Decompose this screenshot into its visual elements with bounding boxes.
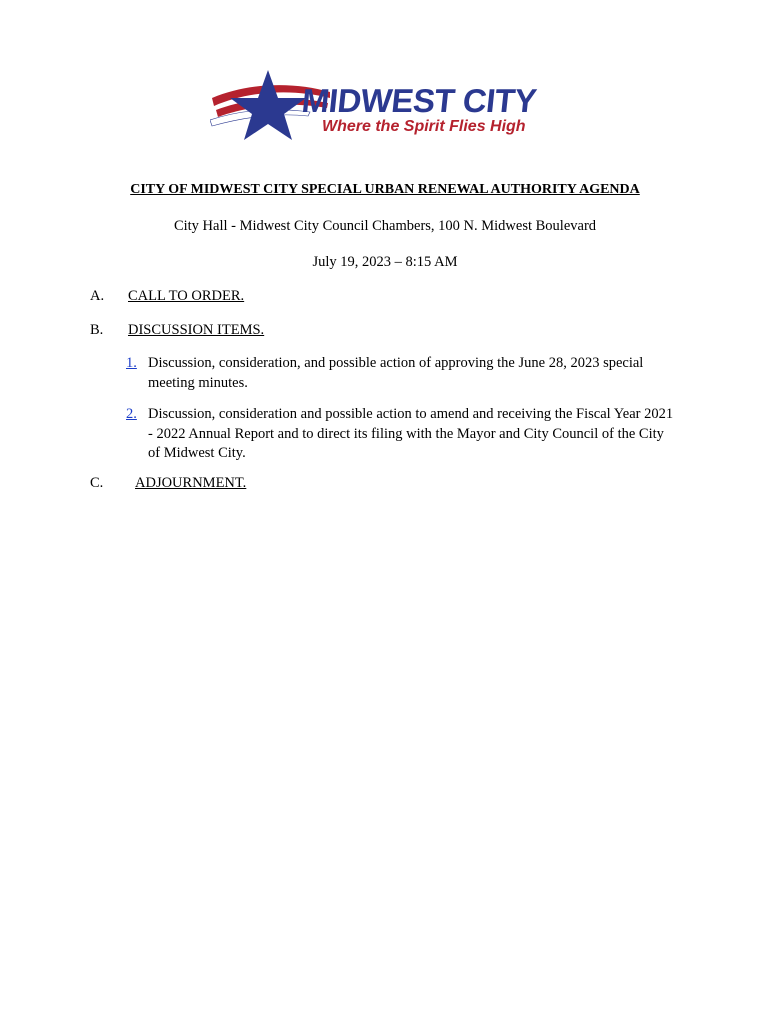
agenda-title: CITY OF MIDWEST CITY SPECIAL URBAN RENEWAL AUTHORITY AGENDA bbox=[130, 182, 640, 197]
section-heading-call-to-order: CALL TO ORDER. bbox=[128, 288, 245, 304]
logo-tagline: Where the Spirit Flies High bbox=[322, 118, 526, 135]
logo-wordmark: MIDWEST CITY bbox=[300, 82, 539, 119]
section-heading-adjournment: ADJOURNMENT. bbox=[135, 475, 247, 491]
section-letter-a: A. bbox=[90, 288, 105, 304]
section-letter-b: B. bbox=[90, 322, 104, 338]
section-heading-discussion-items: DISCUSSION ITEMS. bbox=[128, 322, 265, 338]
item-1-link[interactable]: 1. bbox=[126, 355, 137, 371]
midwest-city-logo bbox=[210, 68, 570, 146]
meeting-datetime: July 19, 2023 – 8:15 AM bbox=[312, 254, 458, 270]
item-2-link[interactable]: 2. bbox=[126, 406, 137, 422]
section-letter-c: C. bbox=[90, 475, 104, 491]
item-1-text: Discussion, consideration, and possible action of approving the June 28, 2023 special meeting minutes. bbox=[148, 355, 644, 391]
meeting-location: City Hall - Midwest City Council Chambers, 100 N. Midwest Boulevard bbox=[173, 218, 597, 234]
item-2-text: Discussion, consideration and possible action to amend and receiving the Fiscal Year 2021 - 2022 Annual Report and to direct its filing with the Mayor and City Council of the City of Midwest City. bbox=[148, 406, 674, 461]
